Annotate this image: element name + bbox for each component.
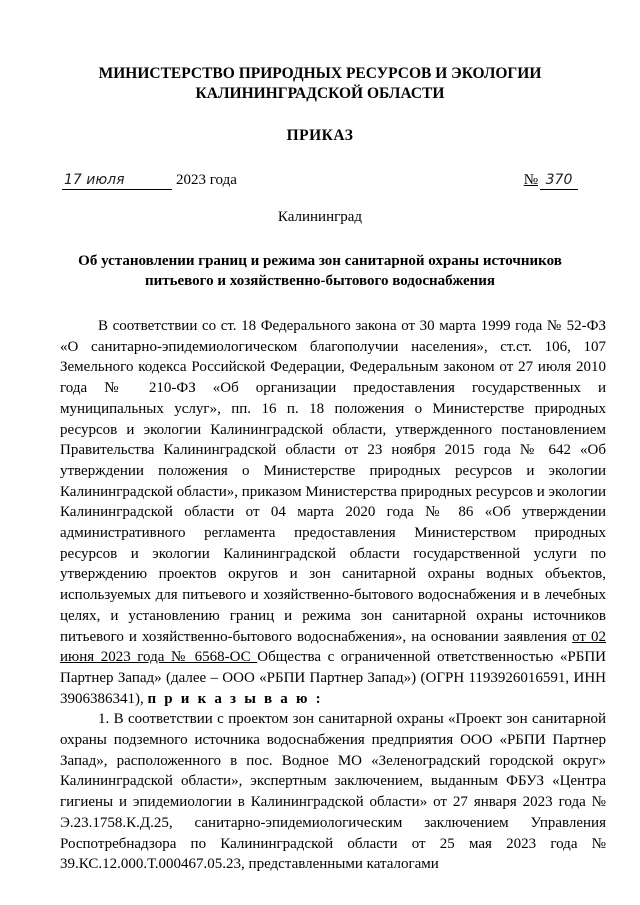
preamble-text-end: Общества с ограниченной ответственностью «РБПИ Партнер Запад» (далее – ООО «РБПИ Партнер Запад») (ОГРН 1193926016591, ИНН 3906386341),	[60, 649, 607, 707]
order-date	[62, 170, 237, 190]
city-name: Калининград	[277, 209, 363, 225]
ministry-name-line2: КАЛИНИНГРАДСКОЙ ОБЛАСТИ	[195, 85, 445, 102]
order-word: п р и к а з ы в а ю :	[147, 690, 323, 707]
order-year: 2023 года	[176, 172, 237, 188]
number-sign: №	[523, 172, 538, 188]
handwritten-date: 17 июля	[62, 171, 172, 190]
paragraph-item-1: 1. В соответствии с проектом зон санитарной охраны «Проект зон санитарной охраны подземного источника водоснабжения предприятия ООО «РБПИ Партнер Запад», расположенного в пос. Водное МО «Зеленоградский городской округ» Калининградской области», экспертным заключением, выданным ФБУЗ «Центра гигиены и эпидемиологии в Калининградской области» от 27 января 2023 года № Э.23.1758.К.Д.25, санитарно-эпидемиологическим заключением Управления Роспотребнадзора по Калининградской области от 25 мая 2023 года № 39.КС.12.000.Т.000467.05.23, представленными каталогами	[60, 711, 606, 873]
document-type: ПРИКАЗ	[286, 127, 354, 144]
document-body	[60, 316, 606, 875]
handwritten-number: 370	[540, 171, 578, 190]
document-title: Об установлении границ и режима зон санитарной охраны источников питьевого и хозяйственно-бытового водоснабжения	[78, 253, 562, 289]
preamble-text: В соответствии со ст. 18 Федерального закона от 30 марта 1999 года № 52-ФЗ «О санитарно-эпидемиологическом благополучии населения», ст.ст. 106, 107 Земельного кодекса Российской Федерации, Федеральным законом от 27 июля 2010 года № 210-ФЗ «Об организации предоставления государственных и муниципальных услуг», пп. 16 п. 18 положения о Министерстве природных ресурсов и экологии Калининградской области, утвержденного постановлением Правительства Калининградской области от 23 ноября 2015 года № 642 «Об утверждении положения о Министерстве природных ресурсов и экологии Калининградской области», приказом Министерства природных ресурсов и экологии Калининградской области от 04 марта 2020 года № 86 «Об утверждении административного регламента предоставления Министерством природных ресурсов и экологии Калининградской области государственной услуги по утверждению проектов округов и зон санитарной охраны водных объектов, используемых для питьевого и хозяйственно-бытового водоснабжения и в лечебных целях, и установлению границ и режима зон санитарной охраны источников питьевого и хозяйственно-бытового водоснабжения», на основании заявления	[60, 318, 606, 645]
order-number	[524, 170, 578, 190]
ministry-name-line1: МИНИСТЕРСТВО ПРИРОДНЫХ РЕСУРСОВ И ЭКОЛОГИИ	[98, 65, 542, 82]
application-reference: от 02 июня 2023 года № 6568-ОС	[60, 628, 606, 666]
paragraph-preamble	[60, 316, 606, 709]
